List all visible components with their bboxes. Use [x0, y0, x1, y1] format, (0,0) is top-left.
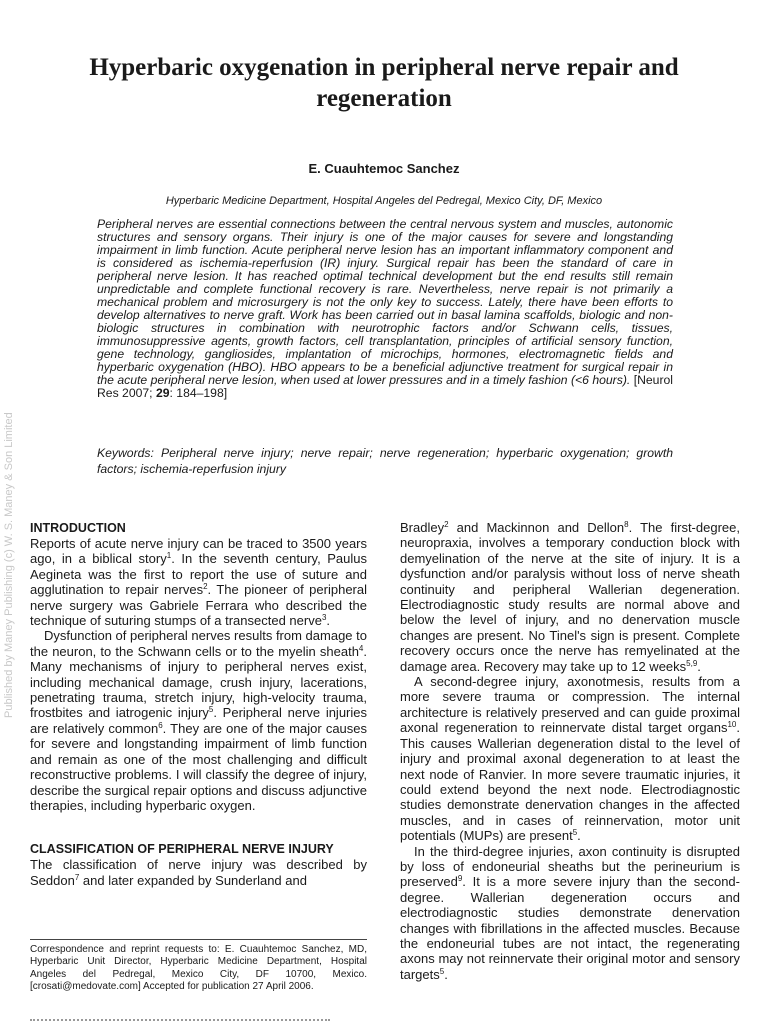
text-run: and Mackinnon and Dellon	[448, 520, 625, 535]
third-degree-paragraph	[400, 844, 740, 983]
reference-superscript: 2	[203, 582, 208, 592]
author-affiliation: Hyperbaric Medicine Department, Hospital Angeles del Pedregal, Mexico City, DF, Mexico	[165, 195, 603, 207]
abstract-text: Peripheral nerves are essential connections between the central nervous system and muscles, autonomic structures and sensory organs. Their injury is one of the major causes for severe and longstanding impairment in limb function. Acute peripheral nerve lesion has an important inflammatory component and is considered as ischemia-reperfusion (IR) injury. Surgical repair has been the standard of care in peripheral nerve lesion. It has reached optimal technical development but the end results still remain unpredictable and complete functional recovery is rare. Nevertheless, nerve repair is not primarily a mechanical problem and microsurgery is not the only key to success. Lately, there have been efforts to develop alternatives to nerve graft. Work has been carried out in basal lamina scaffolds, biologic and non-biologic structures in combination with neurotrophic factors and/or Schwann cells, tissues, immunosuppressive agents, growth factors, cell transplantation, principles of artificial sensory function, gene technology, gangliosides, implantation of microchips, hormones, electromagnetic fields and hyperbaric oxygenation (HBO). HBO appears to be a beneficial adjunctive treatment for surgical repair in the acute peripheral nerve lesion, when used at lower pressures and in a timely fashion (<6 hours).	[97, 217, 673, 387]
text-run: . The pioneer of peripheral nerve surgery was Gabriele Ferrara who described the technique of suturing stumps of a transected nerve	[30, 582, 367, 629]
text-run: The classification of nerve injury was described by Seddon	[30, 857, 367, 888]
text-run: .	[326, 613, 331, 629]
reference-superscript: 5,9	[686, 658, 698, 668]
text-run: . They are one of the major causes for severe and longstanding impairment of limb function and remain as one of the most challenging and difficult reconstructive problems. I will classify the degree of injury, describe the surgical repair options and discuss adjunctive therapies, including hyperbaric oxygen.	[30, 720, 368, 813]
text-run: In the third-degree injuries, axon continuity is disrupted by loss of endoneurial sheaths but the perineurium is preserved	[400, 843, 740, 890]
page-footer-edge	[30, 1019, 330, 1024]
abstract	[97, 218, 673, 400]
reference-superscript: 5	[439, 966, 445, 976]
classification-paragraph-2	[400, 520, 740, 674]
reference-superscript: 5	[208, 705, 214, 715]
intro-paragraph-1	[30, 536, 367, 628]
citation-pages: : 184–198]	[169, 386, 228, 400]
text-run: . The first-degree, neuropraxia, involves a temporary conduction block with demyelination of the nerve at the site of injury. It is a dysfunction and/or paralysis without loss of nerve sheath continuity and peripheral Wallerian degeneration. Electrodiagnostic study results are normal above and below the level of injury, and no denervation muscle changes are present. No Tinel's sign is present. Complete recovery occurs once the nerve has remyelinated at the damage area. Recovery may take up to 12 weeks	[400, 520, 740, 674]
publisher-watermark: Published by Maney Publishing (c) W. S. Maney & Son Limited	[3, 412, 15, 718]
text-run: Bradley	[400, 520, 445, 535]
section-heading-classification: CLASSIFICATION OF PERIPHERAL NERVE INJURY	[30, 842, 334, 857]
citation-journal: [Neurol Res 2007;	[97, 373, 673, 400]
reference-superscript: 8	[624, 520, 629, 529]
text-run: . This causes Wallerian degeneration distal to the level of injury and proximal axonal degeneration to at least the next node of Ranvier. In more severe traumatic injuries, it could extend beyond the next node. Electrodiagnostic studies demonstrate denervation changes in the affected muscles, and in cases of reinnervation, motor unit potentials (MUPs) are present	[400, 720, 740, 844]
footnote-rule	[30, 939, 367, 940]
correspondence-footnote: Correspondence and reprint requests to: E. Cuauhtemoc Sanchez, MD, Hyperbaric Unit Director, Hyperbaric Medicine Department, Hospital Angeles del Pedregal, Mexico City, DF 10700, Mexico. [crosati@medovate.com] Accepted for publication 27 April 2006.	[30, 944, 367, 993]
text-run: . It is a more severe injury than the second-degree. Wallerian degeneration occurs and electrodiagnostic studies demonstrate denervation changes with fibrillations in the affected muscles. Because the endoneurial tubes are not intact, the regenerating axons may not reinnervate their original motor and sensory targets	[400, 874, 740, 982]
reference-superscript: 4	[358, 643, 364, 653]
left-column	[30, 520, 367, 888]
classification-paragraph-1	[30, 857, 367, 888]
reference-superscript: 2	[444, 520, 449, 529]
section-heading-introduction: INTRODUCTION	[30, 521, 126, 535]
text-run: . In the seventh century, Paulus Aegineta was the first to report the use of suture and agglutination to repair nerves	[30, 551, 367, 598]
citation-volume: 29	[155, 386, 170, 400]
text-run: .	[697, 658, 701, 674]
reference-superscript: 9	[457, 874, 463, 884]
article-title: Hyperbaric oxygenation in peripheral nerve repair and regeneration	[89, 54, 679, 112]
text-run: .	[577, 828, 581, 844]
reference-superscript: 5	[572, 828, 578, 838]
reference-superscript: 6	[158, 720, 163, 730]
text-run: Dysfunction of peripheral nerves results from damage to the neuron, to the Schwann cells or to the myelin sheath	[30, 628, 367, 659]
right-column	[400, 520, 740, 982]
reference-superscript: 3	[321, 613, 327, 623]
author-name: E. Cuauhtemoc Sanchez	[308, 161, 460, 176]
text-run: Reports of acute nerve injury can be traced to 3500 years ago, in a biblical story	[30, 536, 367, 567]
footer-line	[30, 1019, 330, 1024]
intro-paragraph-2	[30, 628, 367, 813]
reference-superscript: 10	[727, 720, 737, 730]
text-run: . Peripheral nerve injuries are relatively common	[30, 705, 367, 736]
text-run: and later expanded by Sunderland and	[79, 872, 307, 888]
keywords: Keywords: Peripheral nerve injury; nerve repair; nerve regeneration; hyperbaric oxygenation; growth factors; ischemia-reperfusion injury	[97, 446, 673, 476]
text-run: .	[444, 966, 448, 982]
text-run: A second-degree injury, axonotmesis, results from a more severe trauma or compression. The internal architecture is relatively preserved and can guide proximal axonal regeneration to reinnervate distal target organs	[400, 674, 740, 736]
reference-superscript: 7	[74, 872, 80, 882]
second-degree-paragraph	[400, 674, 740, 843]
text-run: . Many mechanisms of injury to peripheral nerves exist, including mechanical damage, crush injury, lacerations, penetrating trauma, stretch injury, high-velocity trauma, frostbites and iatrogenic injury	[30, 643, 367, 721]
reference-superscript: 1	[166, 551, 172, 561]
